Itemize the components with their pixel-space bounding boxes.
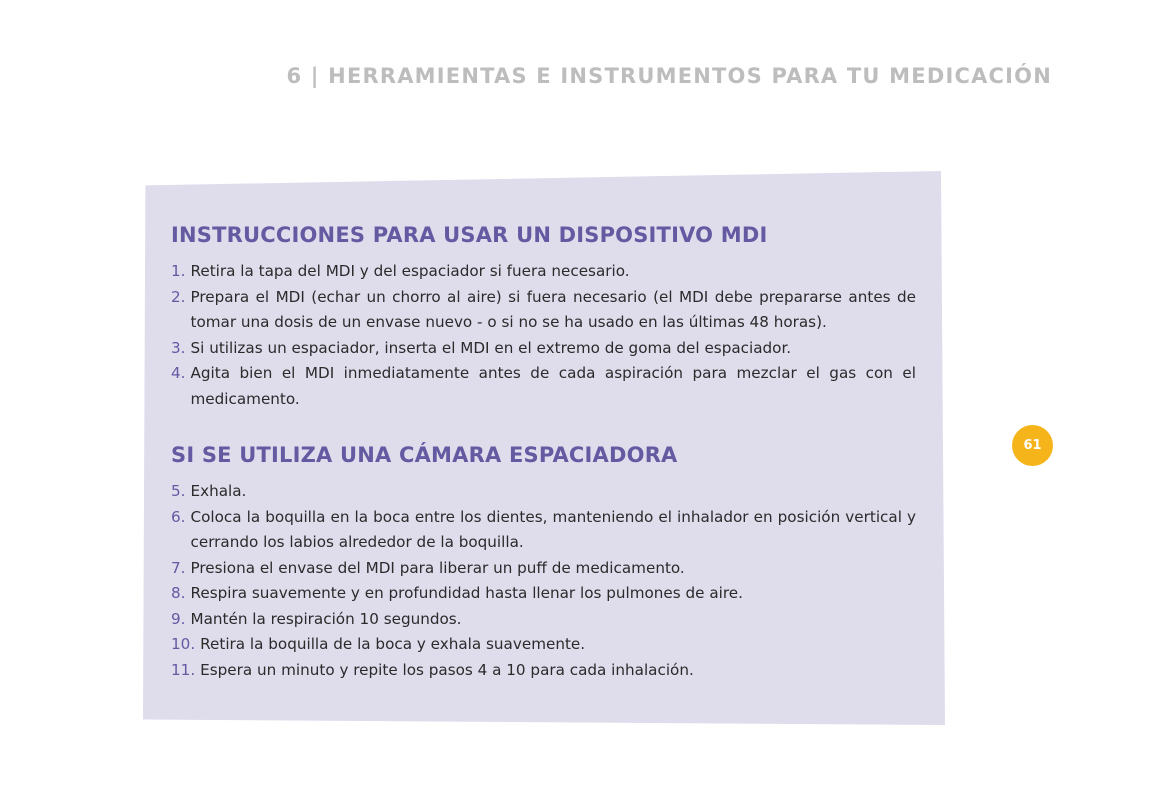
step-number: 10. [171,635,196,653]
step-number: 5. [171,482,186,500]
steps-list-spacer [171,479,916,683]
step-text: Coloca la boquilla en la boca entre los dientes, manteniendo el inhalador en posición vertical y cerrando los labios alrededor de la boquilla. [190,507,916,551]
step-number: 3. [171,338,186,357]
section-spacer-chamber [171,440,916,683]
step-item [171,581,916,607]
instructions-content [171,220,916,683]
step-text: Prepara el MDI (echar un chorro al aire) si fuera necesario (el MDI debe prepararse antes de tomar una dosis de un envase nuevo - o si no se ha usado en las últimas 48 horas). [190,287,916,331]
step-number: 7. [171,558,186,577]
step-item [171,607,916,633]
step-text: Agita bien el MDI inmediatamente antes de cada aspiración para mezclar el gas con el medicamento. [190,364,916,408]
section-title-spacer: SI SE UTILIZA UNA CÁMARA ESPACIADORA [171,443,678,467]
step-item [171,658,916,684]
step-number: 8. [171,584,186,602]
page-number-badge: 61 [1012,425,1053,466]
step-item [171,285,916,336]
step-item [171,336,916,362]
step-number: 4. [171,364,186,382]
step-text: Mantén la respiración 10 segundos. [190,609,462,628]
step-text: Respira suavemente y en profundidad hasta llenar los pulmones de aire. [190,584,743,602]
step-number: 1. [171,262,186,280]
step-text: Exhala. [190,482,247,500]
step-number: 11. [171,660,196,679]
step-item [171,259,916,285]
step-text: Si utilizas un espaciador, inserta el MDI en el extremo de goma del espaciador. [190,338,792,357]
step-text: Espera un minuto y repite los pasos 4 a 10 para cada inhalación. [200,660,694,679]
step-item [171,479,916,505]
step-item [171,632,916,658]
step-number: 2. [171,287,186,306]
steps-list-mdi [171,259,916,412]
section-title-mdi: INSTRUCCIONES PARA USAR UN DISPOSITIVO MDI [171,223,768,247]
step-text: Presiona el envase del MDI para liberar un puff de medicamento. [190,558,685,577]
step-number: 9. [171,609,186,628]
step-item [171,505,916,556]
section-mdi-instructions [171,220,916,412]
step-item [171,556,916,582]
step-text: Retira la tapa del MDI y del espaciador si fuera necesario. [190,262,630,280]
chapter-header: 6 | HERRAMIENTAS E INSTRUMENTOS PARA TU MEDICACIÓN [286,64,1052,88]
step-number: 6. [171,507,186,526]
step-text: Retira la boquilla de la boca y exhala suavemente. [200,635,586,653]
step-item [171,361,916,412]
